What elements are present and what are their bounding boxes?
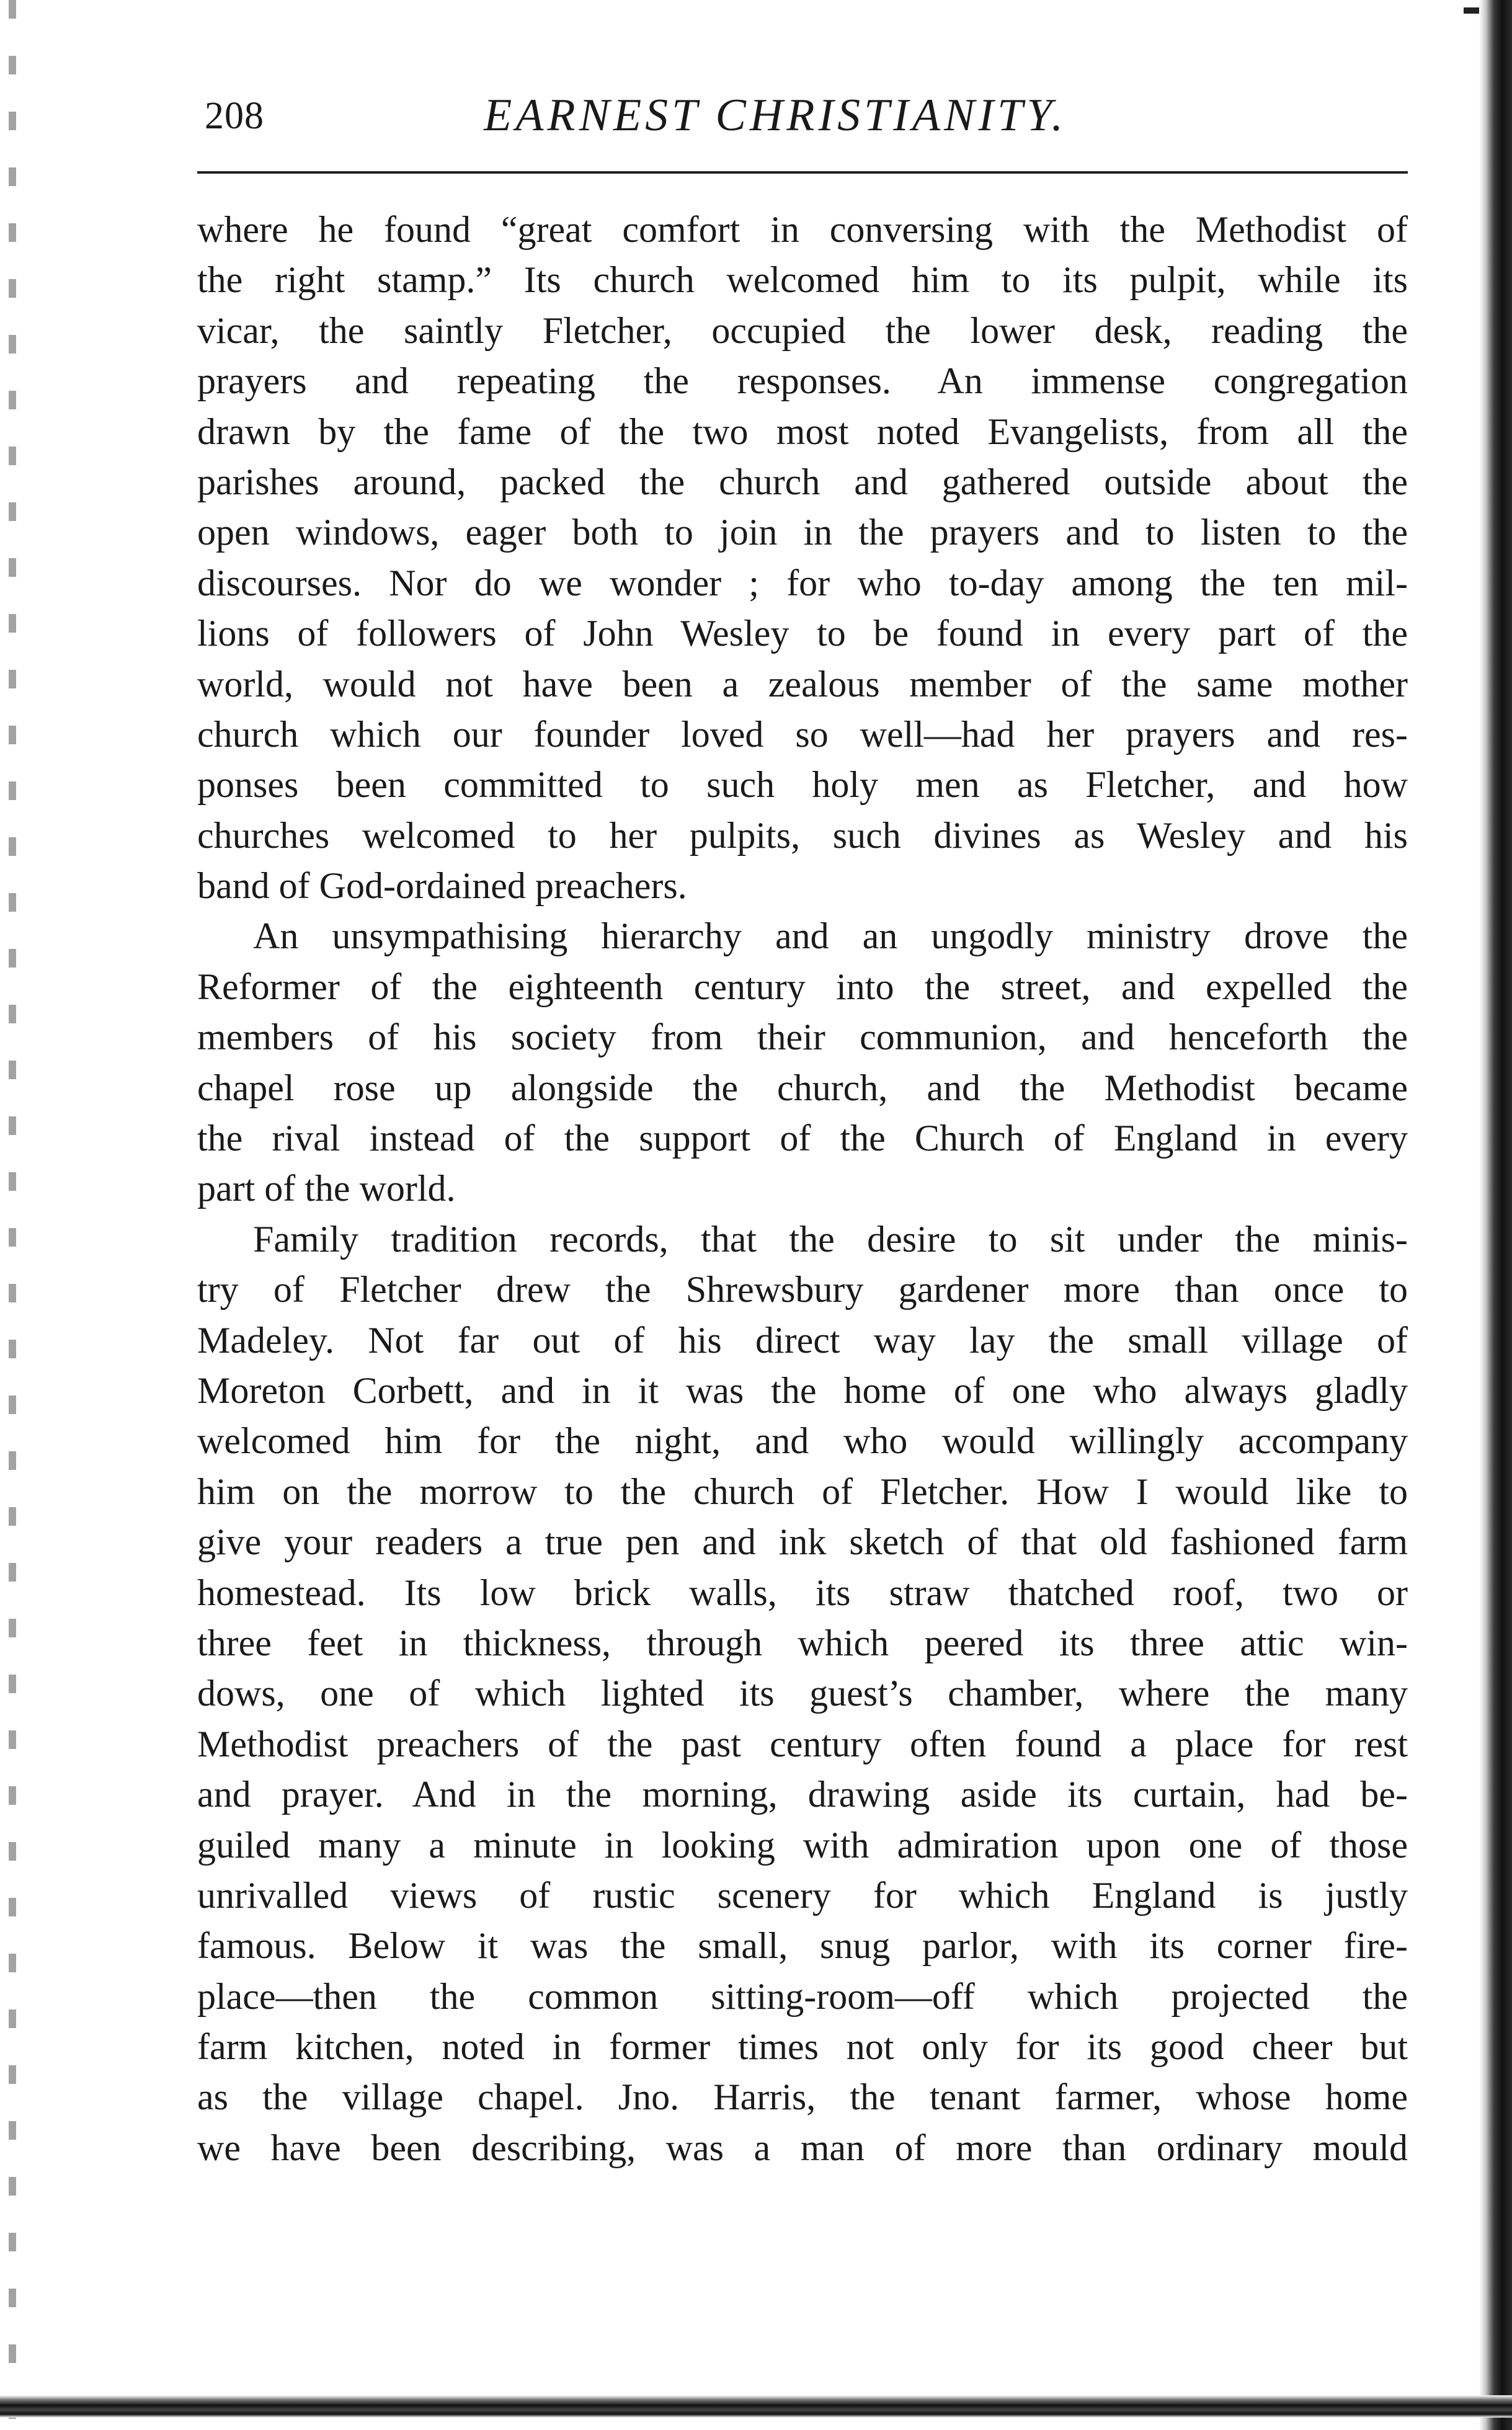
text-line: Moreton Corbett, and in it was the home of one who always gladly: [197, 1369, 1408, 1411]
text-line: Madeley. Not far out of his direct way lay the small village of: [197, 1319, 1408, 1361]
running-head: EARNEST CHRISTIANITY.: [484, 90, 1067, 141]
body-text: [197, 205, 1408, 2173]
text-line: An unsympathising hierarchy and an ungodly ministry drove the: [253, 915, 1408, 957]
text-line: three feet in thickness, through which peered its three attic win-: [197, 1622, 1408, 1663]
text-line: give your readers a true pen and ink sketch of that old fashioned farm: [197, 1521, 1408, 1563]
text-line: try of Fletcher drew the Shrewsbury gardener more than once to: [197, 1269, 1408, 1311]
text-line: chapel rose up alongside the church, and the Methodist became: [197, 1067, 1408, 1108]
text-line: churches welcomed to her pulpits, such divines as Wesley and his: [197, 814, 1408, 856]
text-line: world, would not have been a zealous member of the same mother: [197, 663, 1408, 705]
page-bottom-edge-shadow: [0, 2395, 1512, 2418]
text-line: Reformer of the eighteenth century into the street, and expelled the: [197, 966, 1408, 1007]
text-line: part of the world.: [197, 1168, 456, 1209]
text-line: where he found “great comfort in conversing with the Methodist of: [197, 209, 1408, 250]
text-line: homestead. Its low brick walls, its straw thatched roof, two or: [197, 1572, 1408, 1613]
page-right-edge-shadow: [1479, 0, 1512, 2430]
text-line: the right stamp.” Its church welcomed him to its pulpit, while its: [197, 259, 1408, 301]
text-line: we have been describing, was a man of more than ordinary mould: [197, 2127, 1408, 2168]
text-line: the rival instead of the support of the Church of England in every: [197, 1118, 1408, 1159]
text-line: vicar, the saintly Fletcher, occupied the lower desk, reading the: [197, 309, 1408, 351]
text-line: lions of followers of John Wesley to be found in every part of the: [197, 613, 1408, 654]
text-line: ponses been committed to such holy men as Fletcher, and how: [197, 764, 1408, 806]
text-line: as the village chapel. Jno. Harris, the tenant farmer, whose home: [197, 2076, 1408, 2118]
text-line: unrivalled views of rustic scenery for which England is justly: [197, 1874, 1408, 1916]
text-line: parishes around, packed the church and gathered outside about the: [197, 461, 1408, 502]
text-line: church which our founder loved so well—had her prayers and res-: [197, 713, 1408, 755]
text-line: discourses. Nor do we wonder ; for who to-day among the ten mil-: [197, 562, 1408, 603]
text-line: Methodist preachers of the past century often found a place for rest: [197, 1723, 1408, 1765]
text-line: and prayer. And in the morning, drawing aside its curtain, had be-: [197, 1774, 1408, 1815]
text-line: Family tradition records, that the desire to sit under the minis-: [253, 1218, 1408, 1260]
text-line: members of his society from their communion, and henceforth the: [197, 1017, 1408, 1058]
text-line: dows, one of which lighted its guest’s chamber, where the many: [197, 1673, 1408, 1714]
text-line: place—then the common sitting-room—off which projected the: [197, 1975, 1408, 2017]
text-line: prayers and repeating the responses. An immense congregation: [197, 360, 1408, 402]
text-line: farm kitchen, noted in former times not only for its good cheer but: [197, 2026, 1408, 2068]
text-line: famous. Below it was the small, snug parlor, with its corner fire-: [197, 1925, 1408, 1967]
text-line: guiled many a minute in looking with admiration upon one of those: [197, 1824, 1408, 1866]
header-rule: [197, 171, 1408, 174]
text-line: band of God-ordained preachers.: [197, 865, 687, 907]
text-line: drawn by the fame of the two most noted Evangelists, from all the: [197, 411, 1408, 452]
text-line: him on the morrow to the church of Fletcher. How I would like to: [197, 1471, 1408, 1512]
page-number: 208: [205, 95, 264, 137]
page-left-edge-shadow: [9, 0, 16, 2430]
page-header: [186, 81, 1414, 141]
text-line: welcomed him for the night, and who would willingly accompany: [197, 1420, 1408, 1462]
text-line: open windows, eager both to join in the prayers and to listen to the: [197, 512, 1408, 553]
